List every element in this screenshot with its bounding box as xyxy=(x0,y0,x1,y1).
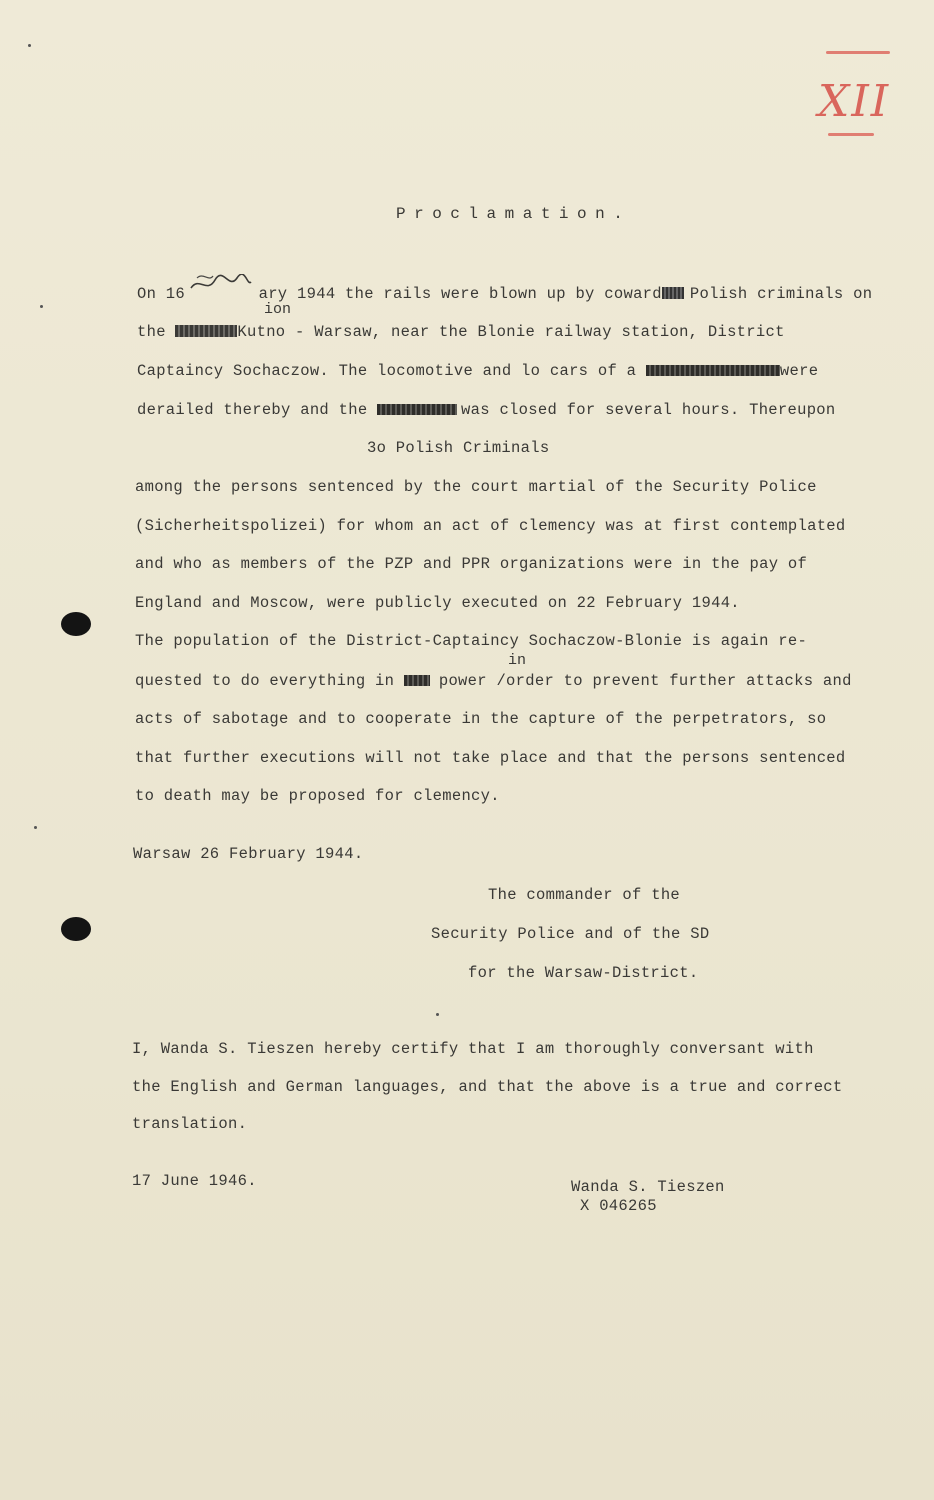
certification-line-2: the English and German languages, and that the above is a true and correct xyxy=(132,1078,843,1096)
body-line-13: that further executions will not take place and that the persons sentenced xyxy=(135,749,846,767)
certification-line-1: I, Wanda S. Tieszen hereby certify that I am thoroughly conversant with xyxy=(132,1040,814,1058)
speck xyxy=(28,44,31,47)
body-line-7: (Sicherheitspolizei) for whom an act of clemency was at first contemplated xyxy=(135,517,846,535)
dateline: Warsaw 26 February 1944. xyxy=(133,845,364,863)
body-text: derailed thereby and the xyxy=(137,401,378,419)
body-line-9: England and Moscow, were publicly executed on 22 February 1944. xyxy=(135,594,740,612)
body-line-4 xyxy=(137,401,836,419)
punch-hole-lower xyxy=(61,917,91,941)
body-line-3 xyxy=(137,362,818,380)
struck-word xyxy=(377,404,457,415)
overtyped-text xyxy=(662,287,684,299)
body-line-2 xyxy=(137,323,785,341)
signature-line-3: for the Warsaw-District. xyxy=(468,964,699,982)
margin-mark: XII xyxy=(818,76,891,127)
struck-word xyxy=(646,365,780,376)
body-text: were xyxy=(779,362,819,380)
speck xyxy=(40,305,43,308)
body-line-8: and who as members of the PZP and PPR organizations were in the pay of xyxy=(135,555,808,573)
body-text: Polish criminals on xyxy=(689,285,873,303)
translator-number: X 046265 xyxy=(580,1197,657,1215)
body-line-1 xyxy=(137,284,872,303)
page-title: Proclamation. xyxy=(396,205,632,223)
signature-line-1: The commander of the xyxy=(488,886,681,904)
handwritten-scribble xyxy=(195,286,259,300)
punch-hole-upper xyxy=(61,612,91,636)
body-line-5: 3o Polish Criminals xyxy=(367,439,550,457)
certification-line-3: translation. xyxy=(132,1115,248,1133)
body-line-10: The population of the District-Captaincy Sochaczow-Blonie is again re- xyxy=(135,632,808,650)
body-text: Kutno - Warsaw, near the Blonie railway station, District xyxy=(237,323,785,341)
body-line-6: among the persons sentenced by the court martial of the Security Police xyxy=(135,478,817,496)
red-mark-rule-bottom xyxy=(828,133,874,136)
scribble-icon xyxy=(189,274,253,294)
certification-date: 17 June 1946. xyxy=(132,1172,257,1190)
inserted-word: ion xyxy=(264,301,292,318)
inserted-word: in xyxy=(508,652,527,669)
body-text: quested to do everything in xyxy=(135,672,404,690)
body-text: power /order to prevent further attacks and xyxy=(438,672,852,690)
struck-word xyxy=(175,325,237,337)
body-text: was closed for several hours. Thereupon xyxy=(461,401,836,419)
body-text: Captaincy Sochaczow. The locomotive and lo cars of a xyxy=(137,362,646,380)
struck-word xyxy=(404,675,430,686)
translator-name: Wanda S. Tieszen xyxy=(571,1178,725,1196)
body-line-12: acts of sabotage and to cooperate in the capture of the perpetrators, so xyxy=(135,710,827,728)
body-text: On 16 xyxy=(137,285,195,303)
body-text: the xyxy=(137,323,176,341)
red-mark-rule-top xyxy=(826,51,890,54)
body-text: ary 1944 the rails were blown up by coward xyxy=(258,285,662,303)
body-line-14: to death may be proposed for clemency. xyxy=(135,787,500,805)
signature-line-2: Security Police and of the SD xyxy=(431,925,710,943)
body-line-11 xyxy=(135,672,852,690)
speck xyxy=(34,826,37,829)
speck xyxy=(436,1013,439,1016)
